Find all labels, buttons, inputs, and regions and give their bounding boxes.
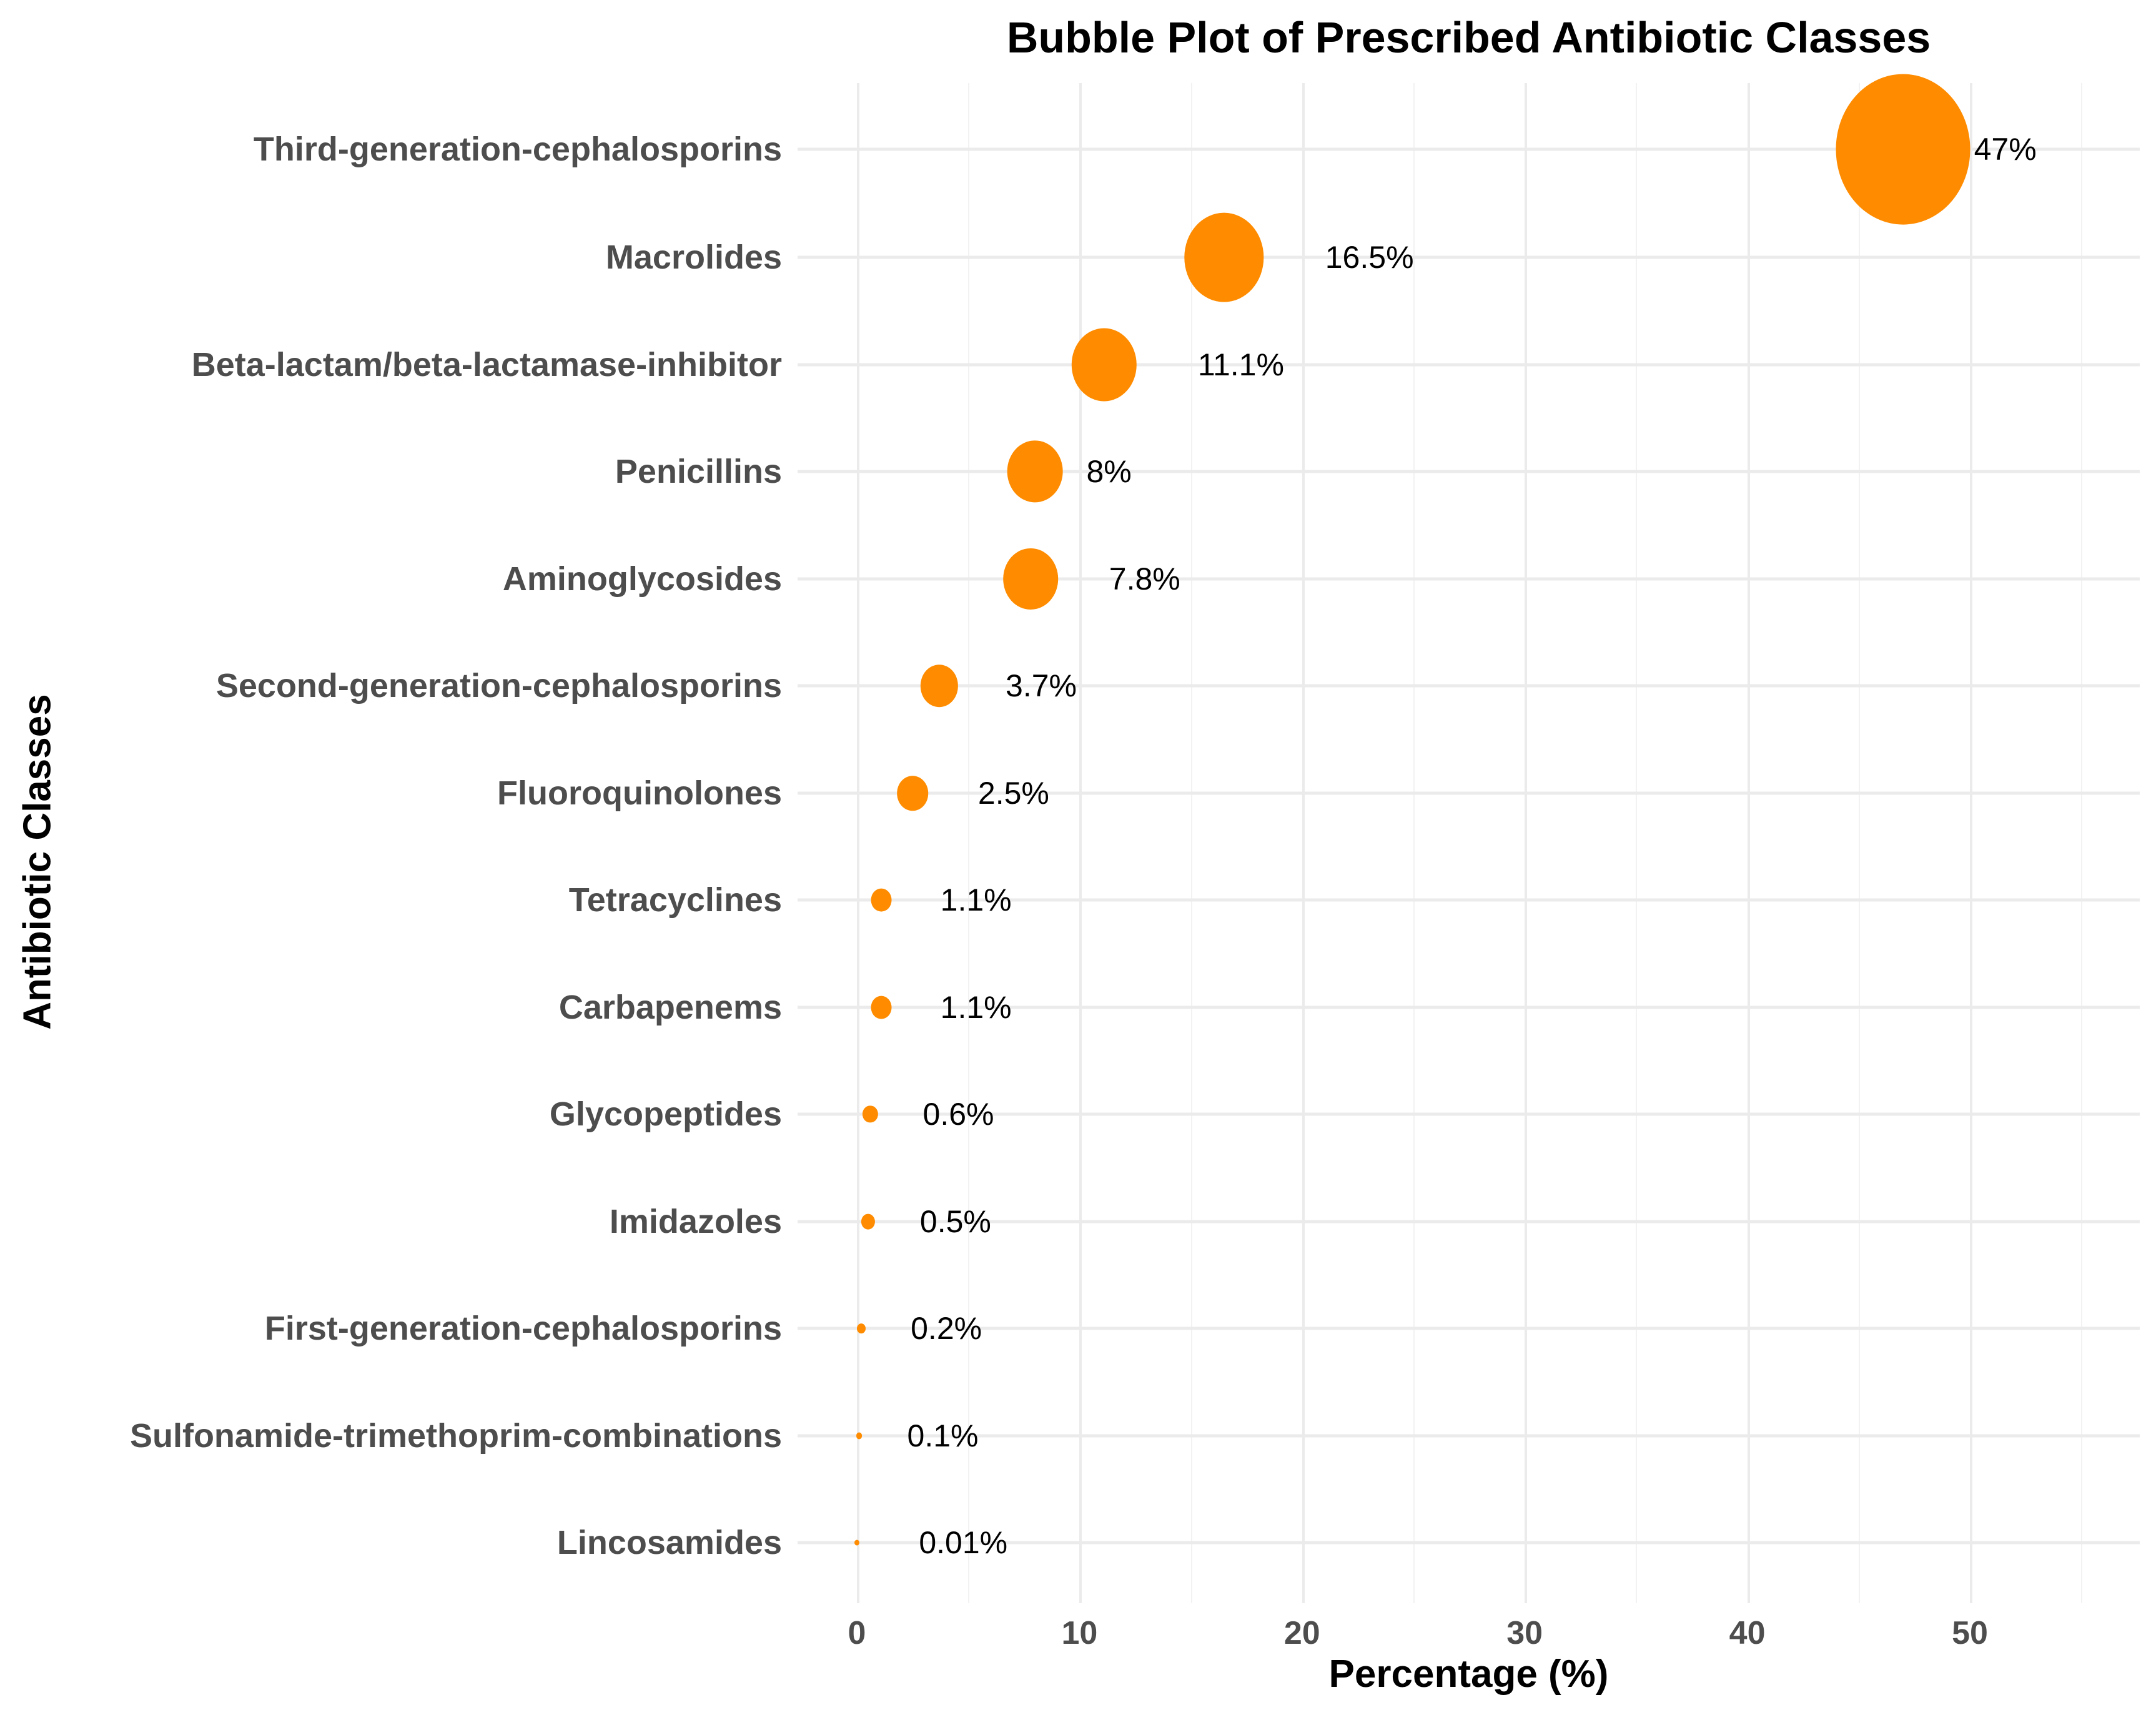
y-axis-label: First-generation-cephalosporins bbox=[264, 1310, 782, 1347]
bubble bbox=[863, 1105, 878, 1122]
row-gridline bbox=[798, 1435, 2140, 1438]
y-axis-label: Aminoglycosides bbox=[502, 560, 782, 598]
y-axis-label: Fluoroquinolones bbox=[497, 774, 782, 812]
bubble bbox=[1836, 74, 1971, 225]
minor-gridline bbox=[1636, 83, 1637, 1603]
value-label: 0.2% bbox=[911, 1311, 982, 1346]
row-gridline bbox=[798, 578, 2140, 581]
value-label: 0.1% bbox=[907, 1418, 979, 1453]
y-axis-label: Imidazoles bbox=[609, 1203, 782, 1240]
bubble bbox=[861, 1214, 875, 1230]
value-label: 2.5% bbox=[977, 776, 1049, 811]
bubble bbox=[1003, 548, 1058, 610]
minor-gridline bbox=[1413, 83, 1415, 1603]
y-axis-label: Sulfonamide-trimethoprim-combinations bbox=[129, 1417, 782, 1455]
row-gridline bbox=[798, 256, 2140, 259]
bubble bbox=[897, 776, 928, 811]
row-gridline bbox=[798, 1327, 2140, 1330]
x-axis-tick: 20 bbox=[1283, 1615, 1320, 1651]
y-axis-label: Beta-lactam/beta-lactamase-inhibitor bbox=[191, 346, 782, 383]
minor-gridline bbox=[968, 83, 969, 1603]
major-gridline bbox=[1748, 83, 1750, 1603]
chart-title: Bubble Plot of Prescribed Antibiotic Classes bbox=[1006, 13, 1931, 62]
bubble bbox=[1007, 440, 1063, 502]
value-label: 0.6% bbox=[922, 1097, 994, 1132]
row-gridline bbox=[798, 684, 2140, 688]
bubble bbox=[1184, 213, 1263, 302]
value-label: 3.7% bbox=[1006, 668, 1077, 703]
y-axis-label: Macrolides bbox=[605, 239, 782, 276]
minor-gridline bbox=[2081, 83, 2082, 1603]
row-gridline bbox=[798, 470, 2140, 473]
bubble bbox=[921, 665, 958, 707]
y-axis-label: Tetracyclines bbox=[568, 881, 782, 919]
value-label: 11.1% bbox=[1197, 347, 1284, 382]
minor-gridline bbox=[1191, 83, 1192, 1603]
minor-gridline bbox=[1859, 83, 1860, 1603]
bubble bbox=[871, 889, 892, 912]
major-gridline bbox=[1525, 83, 1527, 1603]
y-axis-label: Lincosamides bbox=[556, 1524, 782, 1561]
y-axis-label: Penicillins bbox=[615, 453, 782, 490]
plot-area bbox=[798, 83, 2140, 1603]
y-axis-label: Carbapenems bbox=[558, 989, 782, 1026]
major-gridline bbox=[857, 83, 859, 1603]
value-label: 47% bbox=[1974, 132, 2037, 167]
y-axis-label: Glycopeptides bbox=[549, 1095, 782, 1133]
major-gridline bbox=[1079, 83, 1082, 1603]
x-axis-title: Percentage (%) bbox=[1328, 1653, 1609, 1696]
row-gridline bbox=[798, 1220, 2140, 1223]
y-axis-title: Antibiotic Classes bbox=[16, 694, 59, 1030]
bubble bbox=[854, 1540, 859, 1546]
bubble bbox=[1071, 328, 1136, 401]
x-axis-tick: 30 bbox=[1506, 1615, 1543, 1651]
x-axis-tick: 50 bbox=[1952, 1615, 1988, 1651]
row-gridline bbox=[798, 1113, 2140, 1116]
value-label: 1.1% bbox=[940, 882, 1012, 917]
value-label: 0.01% bbox=[919, 1525, 1008, 1560]
value-label: 8% bbox=[1086, 454, 1132, 489]
y-axis-label: Third-generation-cephalosporins bbox=[253, 131, 782, 168]
value-label: 1.1% bbox=[940, 990, 1012, 1025]
value-label: 0.5% bbox=[919, 1204, 991, 1239]
bubble bbox=[871, 996, 892, 1019]
value-label: 7.8% bbox=[1109, 561, 1180, 596]
y-axis-label: Second-generation-cephalosporins bbox=[215, 667, 782, 704]
x-axis-tick: 40 bbox=[1729, 1615, 1766, 1651]
row-gridline bbox=[798, 363, 2140, 367]
major-gridline bbox=[1302, 83, 1305, 1603]
value-label: 16.5% bbox=[1325, 240, 1414, 275]
bubble bbox=[856, 1432, 863, 1439]
x-axis-tick: 0 bbox=[848, 1615, 866, 1651]
major-gridline bbox=[1970, 83, 1972, 1603]
bubble bbox=[857, 1323, 866, 1333]
x-axis-tick: 10 bbox=[1061, 1615, 1098, 1651]
